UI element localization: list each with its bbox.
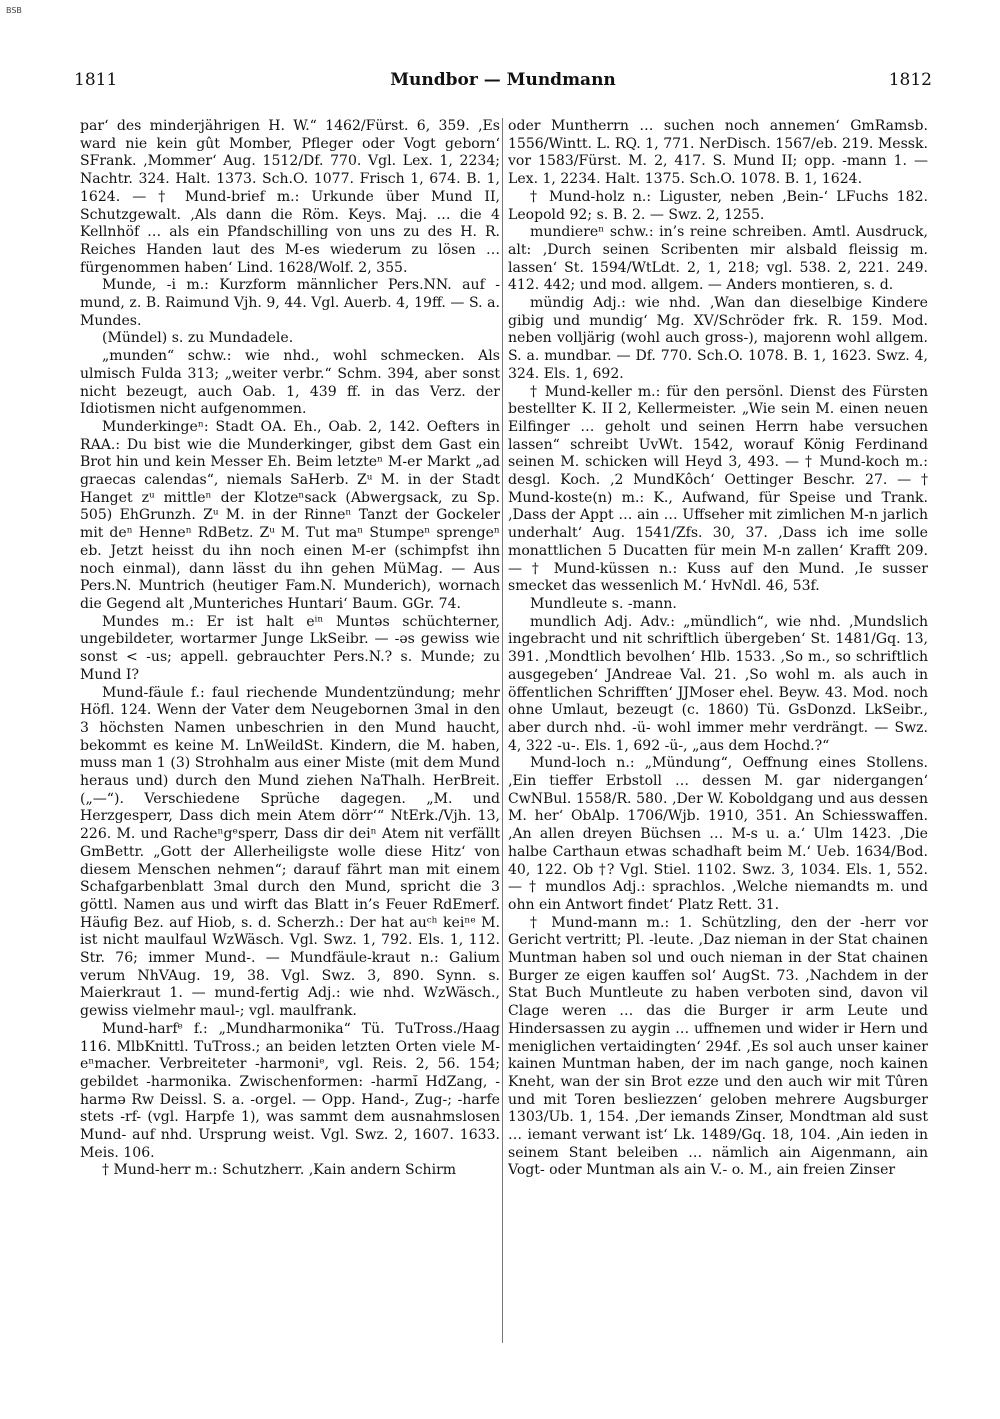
page-number-left: 1811 bbox=[74, 70, 118, 90]
entry-paragraph: Mund-harfᵉ f.: „Mundharmonika“ Tü. TuTross./Haag 116. MlbKnittl. TuTross.; an beiden letzten Orten viele M-eⁿmacher. Verbreiteter -harmoniᵉ, vgl. Reis. 2, 56. 154; gebildet -harmonika. Zwischenformen: -harmĭ HdZang, -harmə Rw Deissl. S. a. -orgel. — Opp. Hand-, Zug-; -harfe stets -rf- (vgl. Harpfe 1), was sammt dem ausnahmslosen Mund- auf nhd. Ursprung weist. Vgl. Swz. 2, 1607. 1633. Meis. 106. bbox=[80, 1020, 500, 1161]
running-title: Mundbor — Mundmann bbox=[390, 70, 616, 90]
column-divider bbox=[502, 118, 503, 1343]
entry-paragraph: Munderkingeⁿ: Stadt OA. Eh., Oab. 2, 142. Oefters in RAA.: Du bist wie die Munderkinger, gibst dem Gast ein Brot hin und kein Messer Eh. Beim letzteⁿ M-er Markt „ad graecas calendas“, niemals SaHerb. Zᵘ M. in der Stadt Hanget zᵘ mittleⁿ der Klotzeⁿsack (Abwergsack, zu Sp. 505) EhGrunzh. Zᵘ M. in der Rinneⁿ Tanzt der Gockeler mit deⁿ Henneⁿ RdBetz. Zᵘ M. Tut maⁿ Stumpeⁿ sprengeⁿ eb. Jetzt heisst du ihn noch einen M-er (schimpfst ihn noch einmal), dann lässt du ihn gehen MüMag. — Aus Pers.N. Muntrich (heutiger Fam.N. Munderich), wornach die Gegend alt ‚Munteriches Huntari‘ Baum. GGr. 74. bbox=[80, 418, 500, 612]
entry-paragraph: mundlich Adj. Adv.: „mündlich“, wie nhd. ‚Mundslich ingebracht und nit schriftlich übergeben‘ St. 1481/Gq. 13, 391. ‚Mondtlich bevolhen‘ Hlb. 1533. ‚So m., so schriftlich ausgegeben‘ JAndreae Val. 21. ‚So wohl m. als auch in öffentlichen Schrifften‘ JJMoser ehel. Beyw. 43. Mod. noch ohne Umlaut, bezeugt (c. 1860) Tü. GsDonzd. LkSeibr., aber durch nhd. -ü- wohl immer mehr verdrängt. — Swz. 4, 322 -u-. Els. 1, 692 -ü-, „aus dem Hochd.?“ bbox=[508, 613, 928, 754]
entry-paragraph: (Mündel) s. zu Mundadele. bbox=[102, 330, 294, 347]
right-column bbox=[508, 118, 928, 1348]
entry-paragraph: Mund-fäule f.: faul riechende Mundentzündung; mehr Höfl. 124. Wenn der Vater dem Neugebornen 3mal in den 3 höchsten Namen unbeschrien in den Mund haucht, bekommt es keine M. LnWeildSt. Kindern, die M. haben, muss man 1 (3) Strohhalm aus einer Miste (mit dem Mund heraus und) durch den Mund ziehen NaThalh. HerBreit. („—“). Verschiedene Sprüche dagegen. „M. und Herzgesperr, Dass dich mein Atem dörr‘“ NtErk./Vjh. 13, 226. M. und Racheⁿgᵉsperr, Dass dir deiⁿ Atem nit verfällt GmBettr. „Gott der Allerheiligste wolle diese Hitz‘ von diesem Menschen nehmen“; darauf fährt man mit einem Schafgarbenblatt 3mal durch den Mund, spricht die 3 göttl. Namen aus und wirft das Blatt in’s Feuer RdEmerf. Häufig Bez. auf Hiob, s. d. Scherzh.: Der hat auᶜʰ keiⁿᵉ M. ist nicht maulfaul WzWäsch. Vgl. Swz. 1, 792. Els. 1, 112. Str. 76; immer Mund-. — Mundfäule-kraut n.: Galium verum NhVAug. 19, 38. Vgl. Swz. 3, 890. Synn. s. Maierkraut 1. — mund-fertig Adj.: wie nhd. WzWäsch., gewiss vielmehr maul-; vgl. maulfrank. bbox=[80, 684, 500, 1020]
entry-paragraph: † Mund-keller m.: für den persönl. Dienst des Fürsten bestellter K. II 2, Kellermeister. „Wie sein M. einen neuen Eilfinger … geholt und seinen Herrn habe versuchen lassen“ schreibt UvWt. 1542, worauf König Ferdinand seinen M. schicken will Heyd 3, 493. — † Mund-koch m.: desgl. Koch. ‚2 MundKôch‘ Oettinger Beschr. 27. — † Mund-koste(n) m.: K., Aufwand, für Speise und Trank. ‚Dass der Appt … ain … Uffseher mit zimlichen M-n jarlich underhalt‘ Aug. 1541/Zfs. 30, 37. ‚Dass ich ime solle monattlichen 5 Ducatten für mein M-n zallen‘ Krafft 209. — † Mund-küssen n.: Kuss auf den Mund. ‚Ie susser smecket das wessenlich M.‘ HvNdl. 46, 53f. bbox=[508, 383, 928, 595]
entry-paragraph: † Mund-mann m.: 1. Schützling, den der -herr vor Gericht vertritt; Pl. -leute. ‚Daz nieman in der Stat chainen Muntman haben sol und ouch nieman in der Stat chainen Burger ze eigen kauffen sol‘ AugSt. 73. ‚Nachdem in der Stat Buch Muntleute zu haben verboten sind, davon vil Clage weren … das die Burger ir arm Leute und Hindersassen zu aygin … uffnemen und wider ir Hern und meniglichen vertaidingten‘ 294f. ‚Es sol auch unser kainer kainen Muntman haben, der im nach gange, noch kainen Kneht, wan der sin Brot ezze und den auch wir mit Tûren und mit Toren besliezzen‘ geloben mehrere Augsburger 1303/Ub. 1, 154. ‚Der iemands Zinser, Mondtman ald sust … iemant verwant ist‘ Lk. 1489/Gq. 18, 104. ‚Ain ieden in seinem Stant beleiben … nämlich ain Aigenmann, ain Vogt- oder Muntman als ain V.- o. M., ain freien Zinser bbox=[508, 914, 928, 1179]
entry-paragraph: Mundleute s. -mann. bbox=[530, 595, 677, 612]
left-column bbox=[80, 118, 500, 1348]
entry-paragraph: Munde, -i m.: Kurzform männlicher Pers.NN. auf -mund, z. B. Raimund Vjh. 9, 44. Vgl. Auerb. 4, 19ff. — S. a. Mundes. bbox=[80, 277, 500, 329]
entry-paragraph: Mundes m.: Er ist halt eⁱⁿ Muntəs schüchterner, ungebildeter, wortarmer Junge LkSeibr. — -əs gewiss wie sonst < -us; appell. gebrauchter Pers.N.? s. Munde; zu Mund I? bbox=[80, 613, 500, 683]
entry-paragraph: mündig Adj.: wie nhd. ‚Wan dan dieselbige Kindere gibig und mundig‘ Mg. XV/Schröder frk. R. 159. Mod. neben volljärig (wohl auch gross-), majorenn wohl allgem. S. a. mundbar. — Df. 770. Sch.O. 1078. B. 1, 1623. Swz. 4, 324. Els. 1, 692. bbox=[508, 295, 928, 382]
entry-paragraph: par‘ des minderjährigen H. W.“ 1462/Fürst. 6, 359. ‚Es ward nie kein gût Momber, Pfleger oder Vogt geborn‘ SFrank. ‚Mommer‘ Aug. 1512/Df. 770. Vgl. Lex. 1, 2234; Nachtr. 324. Halt. 1373. Sch.O. 1077. Frisch 1, 674. B. 1, 1624. — † Mund-brief m.: Urkunde über Mund II, Schutzgewalt. ‚Als dann die Röm. Keys. Maj. … die 4 Kellnhöf … als ein Pfandschilling von uns zu des H. R. Reiches Handen laut des M-es wiederum zu lösen … fürgenommen haben‘ Lind. 1628/Wolf. 2, 355. bbox=[80, 118, 500, 276]
entry-paragraph: „munden“ schw.: wie nhd., wohl schmecken. Als ulmisch Fulda 313; „weiter verbr.“ Schm. 394, aber sonst nicht bezeugt, auch Oab. 1, 439 ff. in das Verz. der Idiotismen nicht aufgenommen. bbox=[80, 348, 500, 418]
library-stamp: BSB bbox=[6, 6, 22, 15]
entry-paragraph: mundiereⁿ schw.: in’s reine schreiben. Amtl. Ausdruck, alt: ‚Durch seinen Scribenten mir alsbald fleissig m. lassen‘ St. 1594/WtLdt. 2, 1, 218; vgl. 538. 2, 221. 249. 412. 442; und mod. allgem. — Anders montieren, s. d. bbox=[508, 224, 928, 294]
entry-paragraph: † Mund-herr m.: Schutzherr. ‚Kain andern Schirm bbox=[102, 1162, 457, 1179]
entry-paragraph: oder Muntherrn … suchen noch annemen‘ GmRamsb. 1556/Wintt. L. RQ. 1, 771. NerDisch. 1567/eb. 219. Messk. vor 1583/Fürst. M. 2, 417. S. Mund II; opp. -mann 1. — Lex. 1, 2234. Halt. 1375. Sch.O. 1078. B. 1, 1624. bbox=[508, 118, 928, 188]
page-header bbox=[74, 70, 932, 94]
page-number-right: 1812 bbox=[888, 70, 932, 90]
entry-paragraph: † Mund-holz n.: Liguster, neben ‚Bein-‘ LFuchs 182. Leopold 92; s. B. 2. — Swz. 2, 1255. bbox=[508, 188, 928, 223]
entry-paragraph: Mund-loch n.: „Mündung“, Oeffnung eines Stollens. ‚Ein tieffer Erbstoll … dessen M. gar nidergangen‘ CwNBul. 1558/R. 580. ‚Der W. Koboldgang und aus dessen M. her‘ ObAlp. 1706/Wjb. 1910, 351. An Schiesswaffen. ‚An allen dreyen Büchsen … M-s u. a.‘ Ulm 1423. ‚Die halbe Carthaun etwas schadhaft beim M.‘ Ueb. 1634/Bod. 40, 122. Ob †? Vgl. Stiel. 1102. Swz. 3, 1034. Els. 1, 552. — † mundlos Adj.: sprachlos. ‚Welche niemandts m. und ohn ein Antwort findet‘ Platz Rett. 31. bbox=[508, 755, 928, 913]
